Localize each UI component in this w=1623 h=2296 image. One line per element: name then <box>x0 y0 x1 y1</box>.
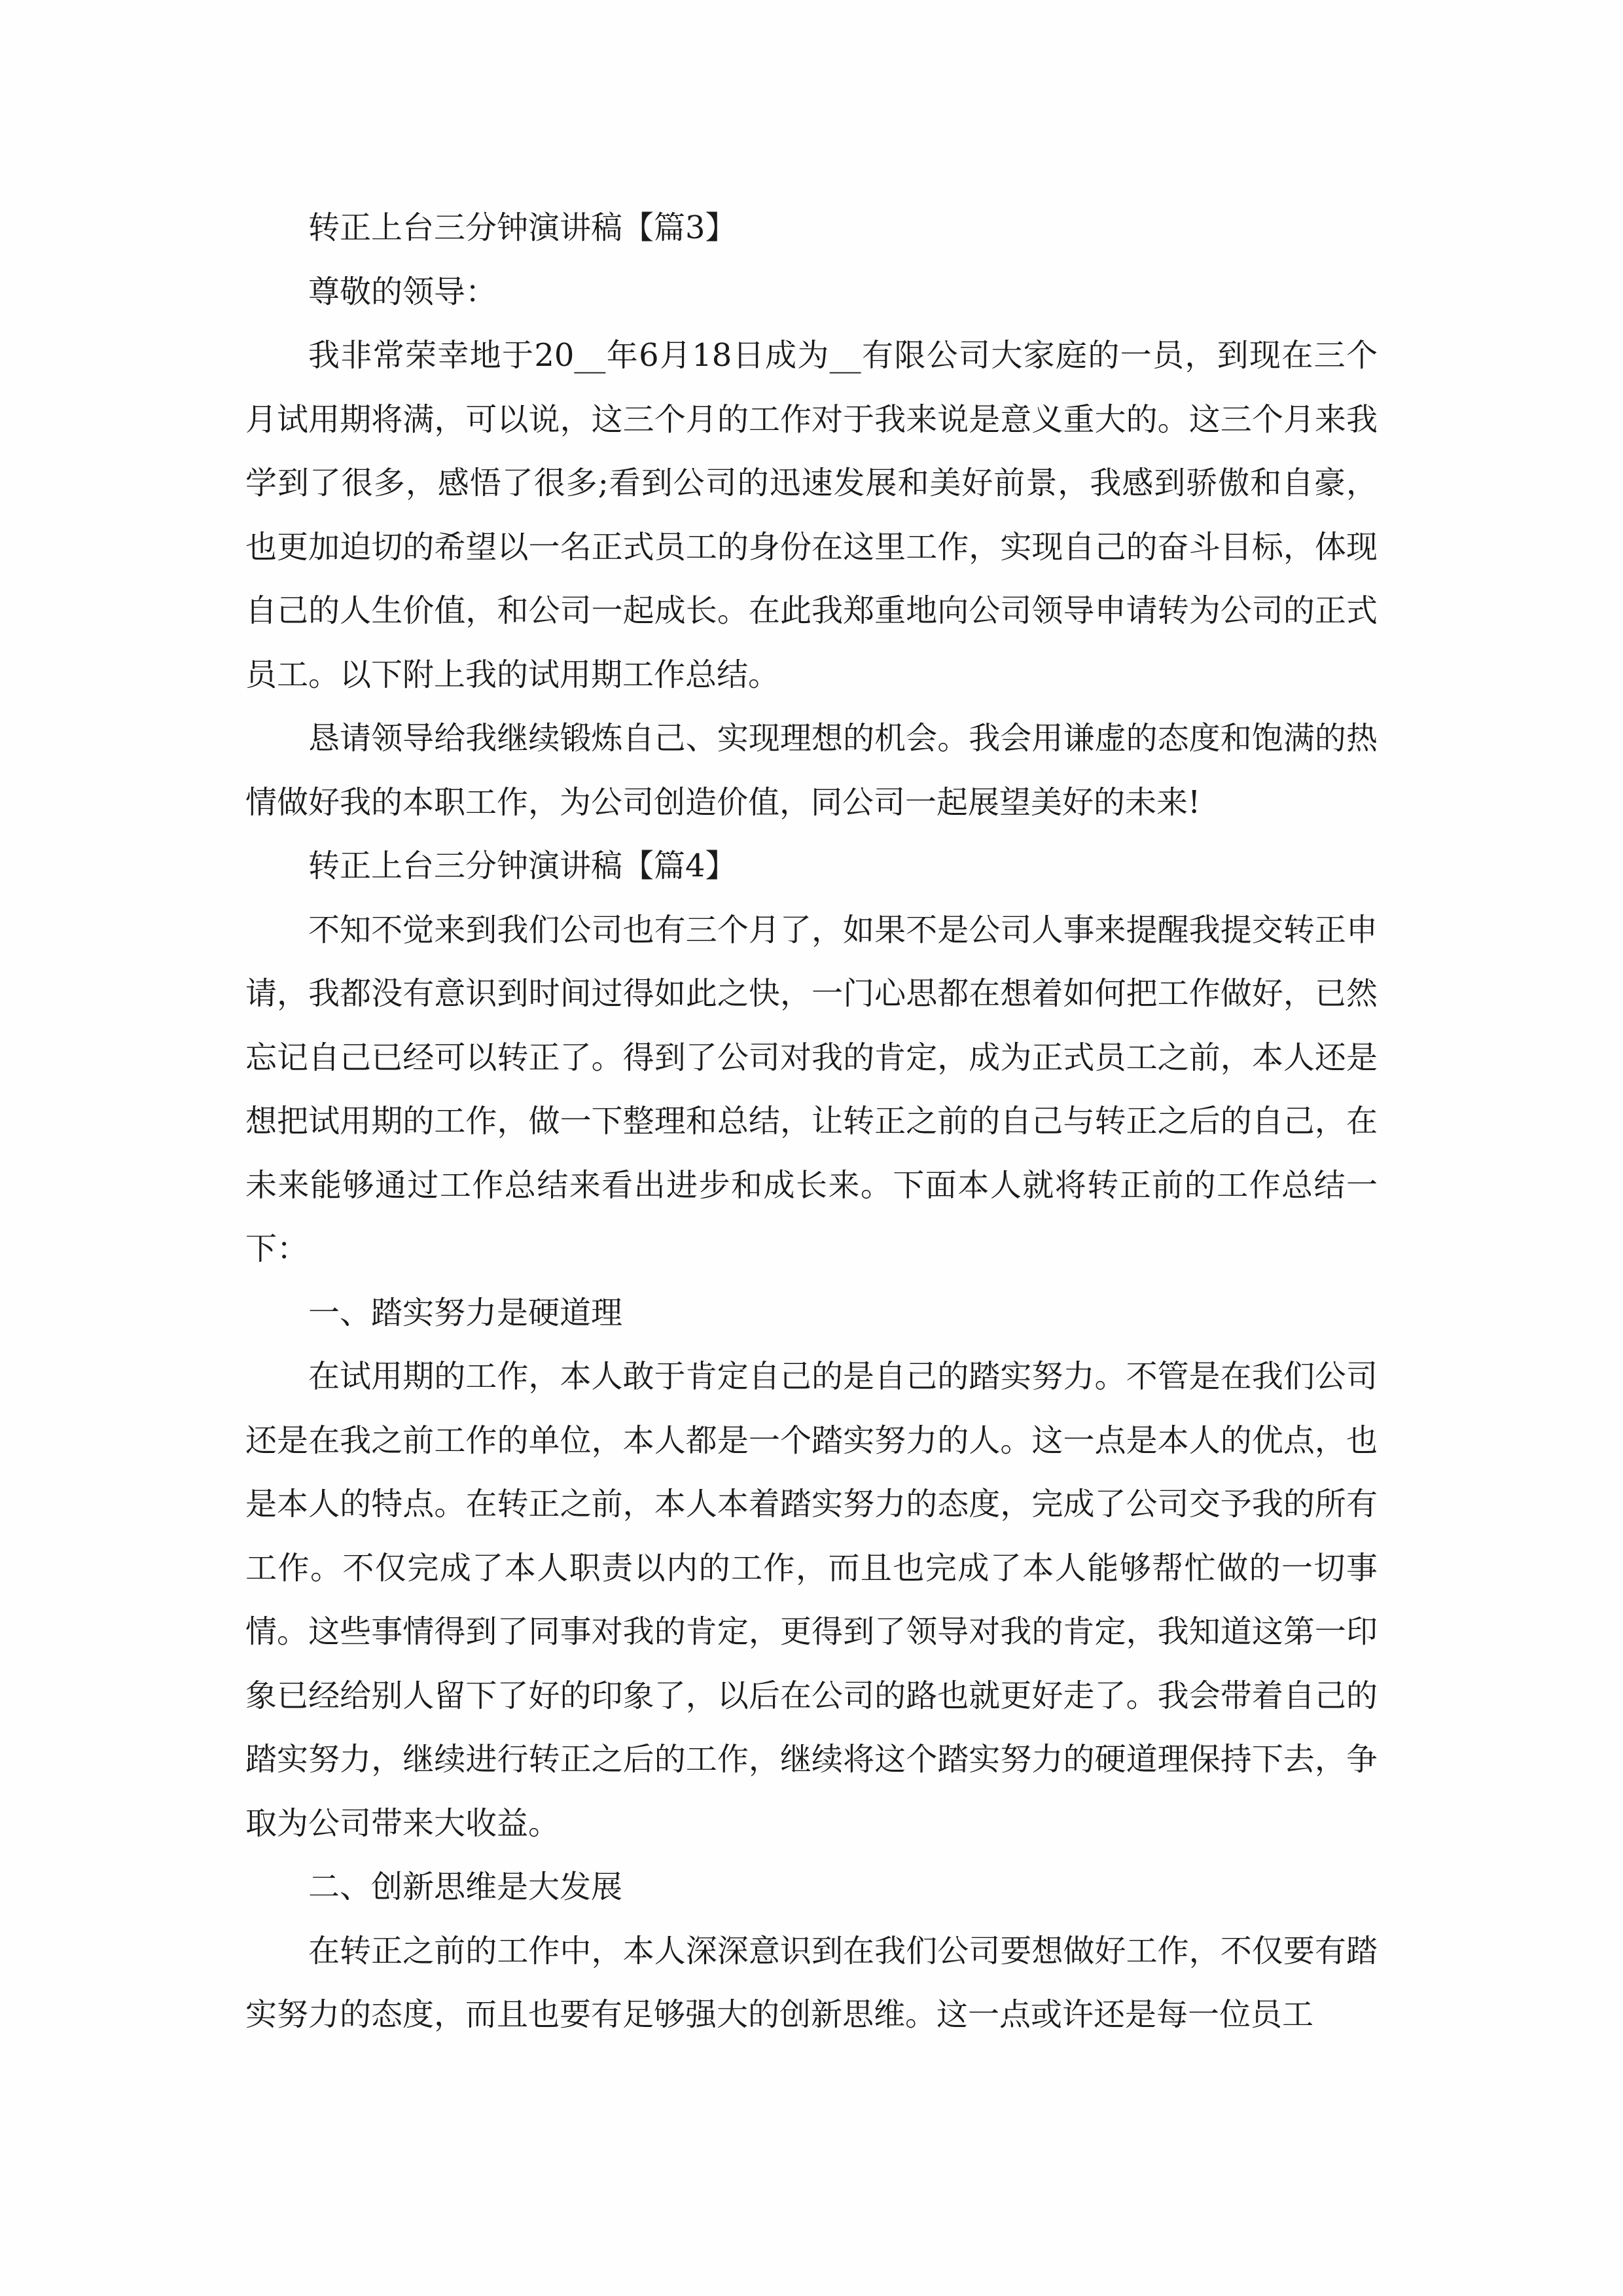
paragraph: 不知不觉来到我们公司也有三个月了，如果不是公司人事来提醒我提交转正申请，我都没有意识到时间过得如此之快，一门心思都在想着如何把工作做好，已然忘记自己已经可以转正了。得到了公司对我的肯定，成为正式员工之前，本人还是想把试用期的工作，做一下整理和总结，让转正之前的自己与转正之后的自己，在未来能够通过工作总结来看出进步和成长来。下面本人就将转正前的工作总结一下： <box>245 911 1378 1267</box>
paragraph: 在试用期的工作，本人敢于肯定自己的是自己的踏实努力。不管是在我们公司还是在我之前工作的单位，本人都是一个踏实努力的人。这一点是本人的优点，也是本人的特点。在转正之前，本人本着踏实努力的态度，完成了公司交予我的所有工作。不仅完成了本人职责以内的工作，而且也完成了本人能够帮忙做的一切事情。这些事情得到了同事对我的肯定，更得到了领导对我的肯定，我知道这第一印象已经给别人留下了好的印象了，以后在公司的路也就更好走了。我会带着自己的踏实努力，继续进行转正之后的工作，继续将这个踏实努力的硬道理保持下去，争取为公司带来大收益。 <box>245 1358 1378 1842</box>
section-title-4: 转正上台三分钟演讲稿【篇4】 <box>308 848 737 884</box>
paragraph: 在转正之前的工作中，本人深深意识到在我们公司要想做好工作，不仅要有踏实努力的态度，而且也要有足够强大的创新思维。这一点或许还是每一位员工 <box>245 1932 1378 2033</box>
paragraph: 恳请领导给我继续锻炼自己、实现理想的机会。我会用谦虚的态度和饱满的热情做好我的本职工作，为公司创造价值，同公司一起展望美好的未来! <box>245 720 1378 821</box>
subheading-1: 一、踏实努力是硬道理 <box>308 1294 623 1331</box>
subheading-2: 二、创新思维是大发展 <box>308 1869 623 1905</box>
section-title-3: 转正上台三分钟演讲稿【篇3】 <box>308 209 737 246</box>
paragraph: 我非常荣幸地于20__年6月18日成为__有限公司大家庭的一员，到现在三个月试用期将满，可以说，这三个月的工作对于我来说是意义重大的。这三个月来我学到了很多，感悟了很多;看到公司的迅速发展和美好前景，我感到骄傲和自豪，也更加迫切的希望以一名正式员工的身份在这里工作，实现自己的奋斗目标，体现自己的人生价值，和公司一起成长。在此我郑重地向公司领导申请转为公司的正式员工。以下附上我的试用期工作总结。 <box>245 337 1378 693</box>
document-body <box>245 196 1378 2047</box>
salutation: 尊敬的领导： <box>308 273 497 310</box>
